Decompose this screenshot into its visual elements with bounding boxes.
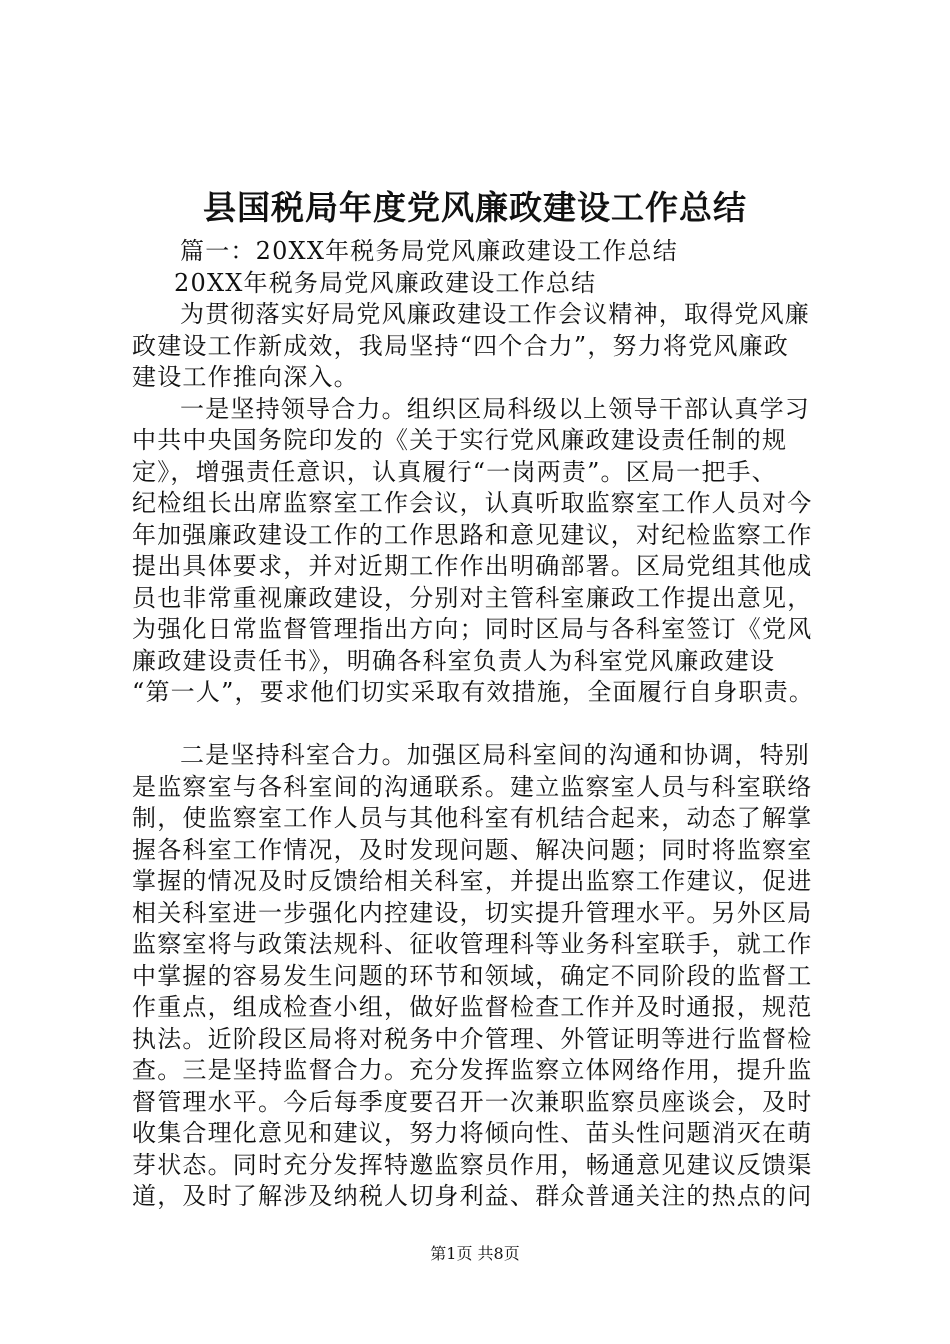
paragraph-line: 纪检组长出席监察室工作会议，认真听取监察室工作人员对今 [132, 489, 813, 517]
paragraph-line: 年加强廉政建设工作的工作思路和意见建议，对纪检监察工作 [132, 520, 813, 549]
paragraph-line: 中共中央国务院印发的《关于实行党风廉政建设责任制的规 [132, 426, 788, 454]
paragraph-line: 建设工作推向深入。 [132, 363, 359, 391]
paragraph-line: 定》，增强责任意识，认真履行“一岗两责”。区局一把手、 [132, 457, 777, 486]
paragraph-1 [132, 299, 832, 394]
paragraph-line: 收集合理化意见和建议，努力将倾向性、苗头性问题消灭在萌 [132, 1119, 813, 1147]
paragraph-2 [132, 394, 832, 709]
sub-heading: 20XX年税务局党风廉政建设工作总结 [174, 268, 597, 297]
paragraph-line: 是监察室与各科室间的沟通联系。建立监察室人员与科室联络 [132, 772, 813, 801]
paragraph-line: 道，及时了解涉及纳税人切身利益、群众普通关注的热点的问 [132, 1182, 813, 1210]
paragraph-3 [132, 740, 832, 1213]
paragraph-line: 政建设工作新成效，我局坚持“四个合力”，努力将党风廉政 [132, 331, 789, 360]
paragraph-line: 掌握的情况及时反馈给相关科室，并提出监察工作建议，促进 [132, 867, 813, 895]
paragraph-line: 廉政建设责任书》，明确各科室负责人为科室党风廉政建设 [132, 646, 776, 675]
paragraph-line: 制，使监察室工作人员与其他科室有机结合起来，动态了解掌 [132, 804, 813, 832]
paragraph-line: 二是坚持科室合力。加强区局科室间的沟通和协调，特别 [180, 741, 810, 769]
paragraph-line: 一是坚持领导合力。组织区局科级以上领导干部认真学习 [180, 394, 810, 423]
paragraph-line: 为强化日常监督管理指出方向；同时区局与各科室签订《党风 [132, 615, 813, 643]
paragraph-line: 握各科室工作情况，及时发现问题、解决问题；同时将监察室 [132, 835, 813, 864]
paragraph-line: 为贯彻落实好局党风廉政建设工作会议精神，取得党风廉 [180, 300, 810, 328]
document-body [132, 236, 832, 1213]
paragraph-line: 中掌握的容易发生问题的环节和领域，确定不同阶段的监督工 [132, 961, 813, 990]
paragraph-line: 作重点，组成检查小组，做好监督检查工作并及时通报，规范 [132, 993, 813, 1021]
paragraph-line: 提出具体要求，并对近期工作作出明确部署。区局党组其他成 [132, 552, 813, 580]
document-title: 县国税局年度党风廉政建设工作总结 [203, 188, 747, 227]
paragraph-spacer [132, 709, 832, 741]
paragraph-line: 执法。近阶段区局将对税务中介管理、外管证明等进行监督检 [132, 1024, 813, 1053]
paragraph-line: 督管理水平。今后每季度要召开一次兼职监察员座谈会，及时 [132, 1087, 813, 1116]
paragraph-line: 员也非常重视廉政建设，分别对主管科室廉政工作提出意见， [132, 583, 813, 612]
paragraph-line: 监察室将与政策法规科、征收管理科等业务科室联手，就工作 [132, 930, 813, 958]
page-footer: 第1页 共8页 [430, 1244, 520, 1263]
paragraph-line: “第一人”，要求他们切实采取有效措施，全面履行自身职责。 [132, 678, 815, 706]
paragraph-line: 相关科室进一步强化内控建设，切实提升管理水平。另外区局 [132, 898, 813, 927]
paragraph-line: 查。三是坚持监督合力。充分发挥监察立体网络作用，提升监 [132, 1056, 813, 1084]
section-heading: 篇一：20XX年税务局党风廉政建设工作总结 [180, 237, 678, 265]
paragraph-line: 芽状态。同时充分发挥特邀监察员作用，畅通意见建议反馈渠 [132, 1150, 813, 1179]
